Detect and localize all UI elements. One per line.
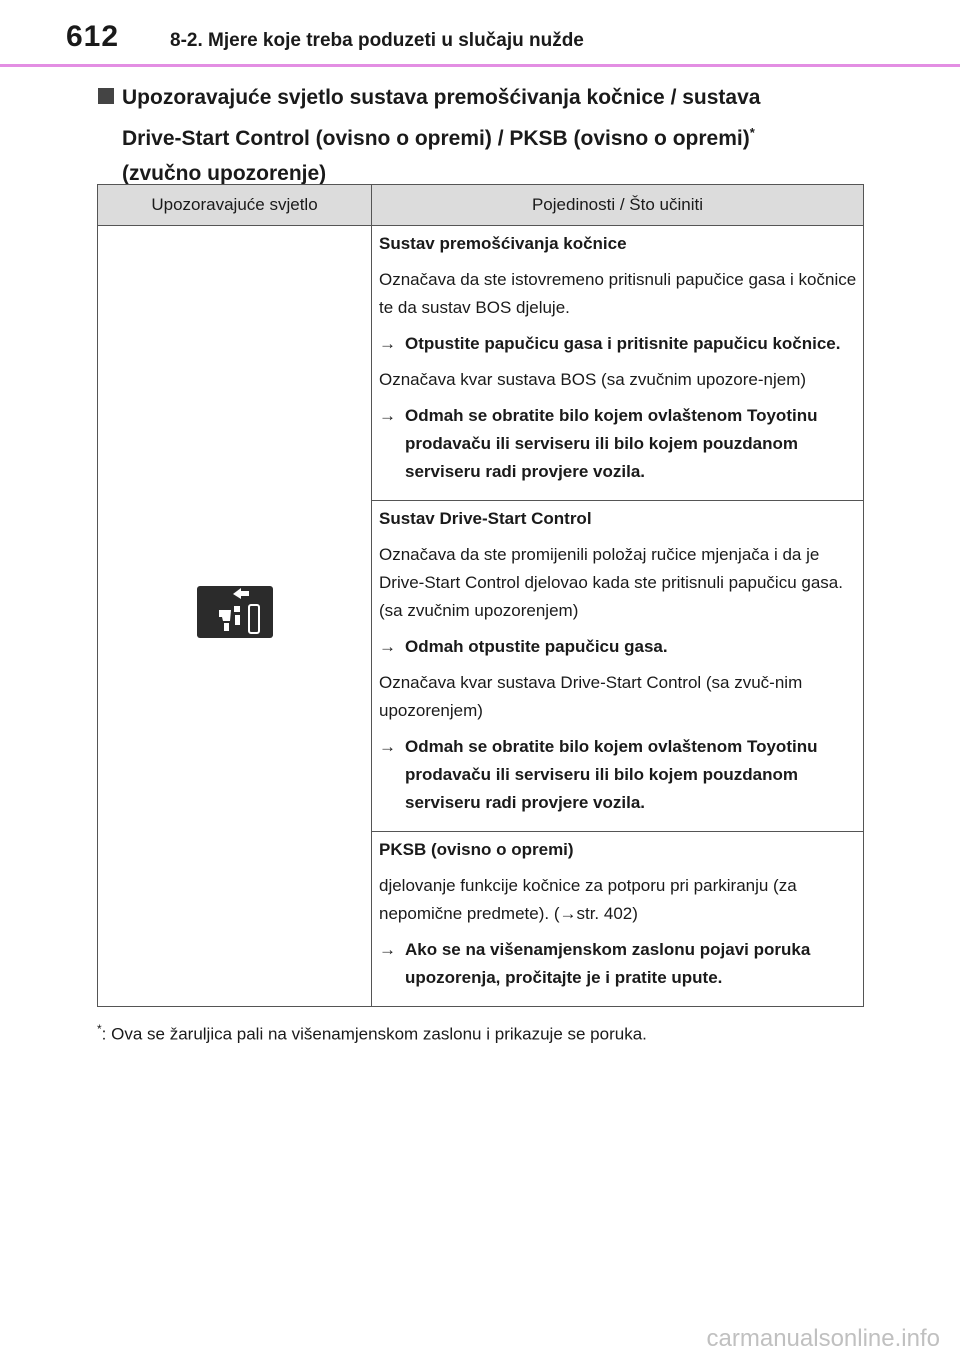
- column-header-details: Pojedinosti / Što učiniti: [372, 185, 864, 226]
- footnote-asterisk: *: [749, 125, 755, 140]
- details-cell: PKSB (ovisno o opremi) djelovanje funkcije kočnice za potporu pri parkiranju (za nepomične predmete). (→str. 402) → Ako se na višenamjenskom zaslonu pojavi poruka upozorenja, pročitajte je i pratite upute.: [372, 832, 864, 1007]
- brake-pedal-warning-icon: [197, 586, 273, 638]
- arrow-icon: →: [379, 737, 396, 756]
- table-header-row: [98, 185, 864, 226]
- footnote: *: Ova se žaruljica pali na višenamjenskom zaslonu i prikazuje se poruka.: [97, 1022, 647, 1044]
- column-header-light: Upozoravajuće svjetlo: [98, 185, 372, 226]
- watermark: carmanualsonline.info: [706, 1325, 940, 1352]
- section-heading: [98, 80, 898, 191]
- arrow-icon: →: [559, 904, 577, 923]
- arrow-icon: →: [379, 940, 396, 959]
- warning-light-cell: [98, 226, 372, 1007]
- arrow-icon: →: [379, 334, 396, 353]
- table-row: [98, 226, 864, 501]
- arrow-icon: →: [379, 637, 396, 656]
- warning-light-table: [97, 184, 864, 1007]
- section-title: Upozoravajuće svjetlo sustava premošćivanja kočnice / sustava Drive-Start Control (ovisno o opremi) / PKSB (ovisno o opremi)* (zvučno upozorenje): [122, 86, 761, 185]
- page-number: 612: [66, 20, 120, 53]
- page-header: [0, 0, 960, 66]
- arrow-icon: →: [379, 406, 396, 425]
- header-divider: [0, 64, 960, 67]
- chapter-title: 8-2. Mjere koje treba poduzeti u slučaju nužde: [170, 30, 584, 51]
- section-bullet-icon: [98, 88, 114, 104]
- details-cell: Sustav Drive-Start Control Označava da ste promijenili položaj ručice mjenjača i da je Drive-Start Control djelovao kada ste pritisnuli papučicu gasa. (sa zvučnim upozorenjem) → Odmah otpustite papučicu gasa. Označava kvar sustava Drive-Start Control (sa zvuč-nim upozorenjem) → Odmah se obratite bilo kojem ovlaštenom Toyotinu prodavaču ili serviseru ili bilo kojem pouzdanom serviseru radi provjere vozila.: [372, 501, 864, 832]
- details-cell: Sustav premošćivanja kočnice Označava da ste istovremeno pritisnuli papučice gasa i kočnice te da sustav BOS djeluje. → Otpustite papučicu gasa i pritisnite papučicu kočnice. Označava kvar sustava BOS (sa zvučnim upozore-njem) → Odmah se obratite bilo kojem ovlaštenom Toyotinu prodavaču ili serviseru ili bilo kojem pouzdanom serviseru radi provjere vozila.: [372, 226, 864, 501]
